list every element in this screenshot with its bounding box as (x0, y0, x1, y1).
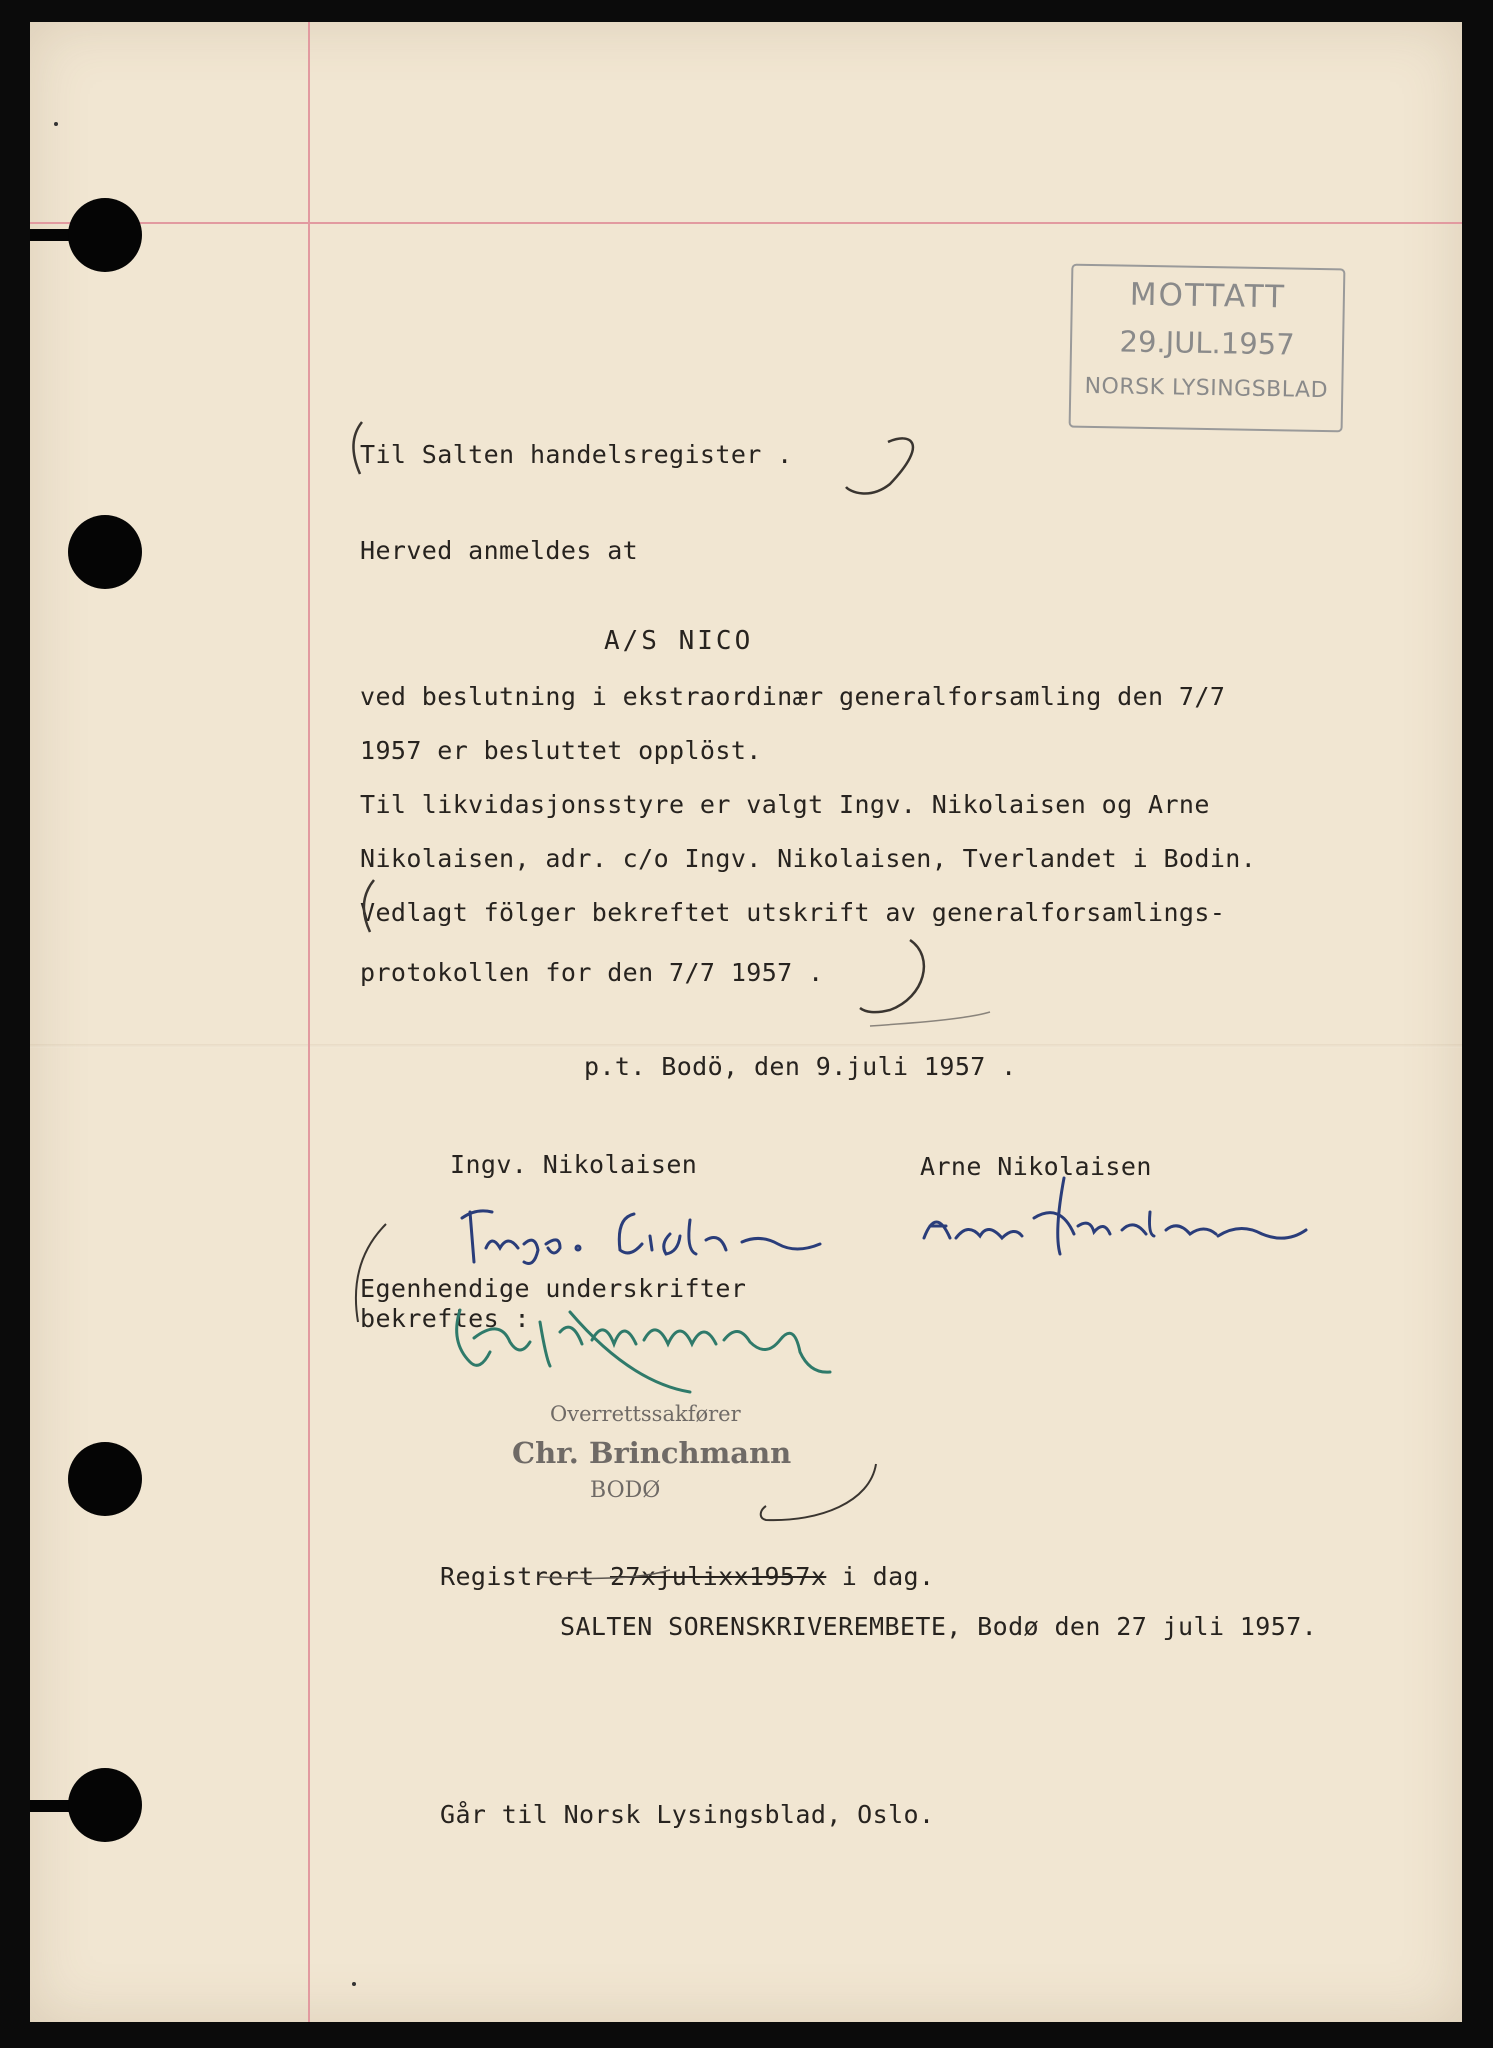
paper-speck (352, 1982, 356, 1986)
registration-suffix: i dag. (841, 1562, 935, 1591)
body-line-1: ved beslutning i ekstraordinær generalforsamling den 7/7 (360, 682, 1226, 711)
document-page (30, 22, 1462, 2022)
paper-speck (54, 122, 58, 126)
registration-office-line: SALTEN SORENSKRIVEREMBETE, Bodø den 27 juli 1957. (560, 1612, 1318, 1641)
signer-2-name: Arne Nikolaisen (920, 1152, 1152, 1181)
received-stamp (1069, 264, 1346, 433)
confirm-line-2: bekreftes : (360, 1304, 530, 1333)
lawyer-city: BODØ (590, 1478, 661, 1503)
closing-stroke (846, 438, 913, 493)
registration-prefix: Registrert (440, 1562, 595, 1591)
stamp-received-label: MOTTATT (1129, 276, 1287, 316)
stamp-date: 29.JUL.1957 (1119, 324, 1295, 362)
closing-stroke (860, 940, 924, 1012)
signature-ingv-nikolaisen (462, 1211, 820, 1264)
company-name: A/S NICO (604, 626, 754, 656)
red-header-line (30, 222, 1462, 224)
stamp-publisher: NORSK LYSINGSBLAD (1084, 373, 1329, 404)
body-line-3: Til likvidasjonsstyre er valgt Ingv. Nikolaisen og Arne (360, 790, 1210, 819)
red-margin-line (308, 22, 310, 2022)
intro-line: Herved anmeldes at (360, 536, 639, 565)
confirm-line-1: Egenhendige underskrifter (360, 1274, 747, 1303)
registration-line (440, 1562, 934, 1591)
signer-1-name: Ingv. Nikolaisen (450, 1150, 698, 1179)
place-date-line: p.t. Bodö, den 9.juli 1957 . (584, 1052, 1017, 1081)
punch-hole (68, 1768, 142, 1842)
addressee-line: Til Salten handelsregister . (360, 440, 793, 469)
paper-fold (30, 1044, 1462, 1048)
body-line-2: 1957 er besluttet opplöst. (360, 736, 762, 765)
closing-stroke (761, 1464, 876, 1520)
closing-stroke (870, 1012, 990, 1026)
punch-hole (68, 1442, 142, 1516)
footer-line: Går til Norsk Lysingsblad, Oslo. (440, 1800, 935, 1829)
lawyer-name: Chr. Brinchmann (512, 1436, 792, 1470)
body-line-5: Vedlagt fölger bekreftet utskrift av generalforsamlings- (360, 898, 1226, 927)
body-line-4: Nikolaisen, adr. c/o Ingv. Nikolaisen, Tverlandet i Bodin. (360, 844, 1257, 873)
lawyer-title: Overrettssakfører (550, 1402, 741, 1426)
body-line-6: protokollen for den 7/7 1957 . (360, 958, 824, 987)
punch-hole (68, 198, 142, 272)
registration-struck-date: 27xjulixx1957x (609, 1562, 827, 1591)
signature-arne-nikolaisen (924, 1178, 1306, 1254)
punch-hole (68, 515, 142, 589)
